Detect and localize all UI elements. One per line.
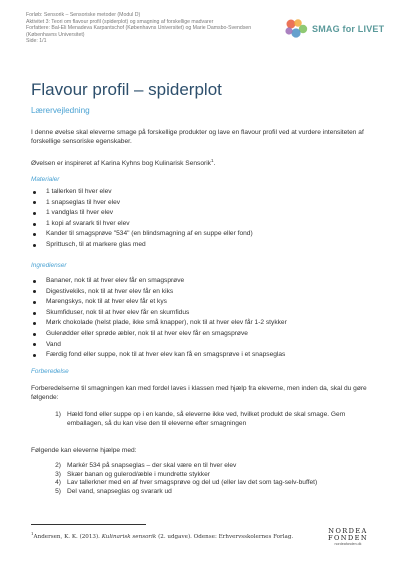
list-item: Færdig fond eller suppe, nok til at hver elev kan få en smagsprøve i et snapseglas: [31, 350, 376, 361]
ingredients-heading: Ingredienser: [31, 262, 67, 269]
nordea-fonden-logo: [318, 528, 378, 546]
sponsor-line-2: FONDEN: [327, 534, 369, 542]
sponsor-line-1: NORDEA: [328, 527, 368, 535]
list-item: 1 tallerken til hver elev: [31, 187, 376, 198]
preparation-heading: Forberedelse: [31, 368, 69, 375]
step-number: 2): [55, 462, 61, 469]
list-item: 1 kopi af svarark til hver elev: [31, 219, 376, 230]
step-item: [31, 411, 376, 428]
step-number: 3): [55, 470, 61, 478]
list-item: Skumfiduser, nok til at hver elev får en skumfidus: [31, 308, 376, 319]
page-subtitle: Lærervejledning: [31, 106, 90, 115]
footnote-divider: [31, 524, 146, 525]
helper-paragraph: Følgende kan eleverne hjælpe med:: [31, 447, 137, 454]
materials-list: [31, 187, 376, 251]
intro-paragraph: I denne øvelse skal eleverne smage på forskellige produkter og lave en flavour profil ved at vurdere intensiteten af forskellige sensoriske egenskaber.: [31, 129, 364, 145]
list-item: Mørk chokolade (helst plade, ikke små knapper), nok til at hver elev får 1-2 stykker: [31, 318, 376, 329]
header-meta-line: Forfattere: Bal-Eli Menadeva Karpantschof (Københavns Universitet) og Marie Damsbo-Svendsen (Københavns Universitet): [26, 25, 252, 38]
list-item: Vand: [31, 340, 376, 351]
inspiration-period: .: [213, 160, 216, 168]
step-item: [31, 479, 376, 488]
step-text: Lav tallerkner med en af hver smagsprøve og del ud (eller lav det som tag-selv-buffet): [67, 479, 318, 487]
footnote-ref: 1: [210, 158, 214, 163]
step-number: 5): [55, 487, 61, 495]
header-meta-line: Side: 1/1: [26, 38, 47, 45]
step-item: [31, 471, 376, 480]
step-number: 1): [55, 411, 61, 418]
footnote-text-start: Andersen, K. K. (2013).: [33, 533, 102, 540]
step-item: [31, 462, 376, 471]
list-item: Kander til smagsprøve "534" (en blindsmagning af en suppe eller fond): [31, 229, 376, 240]
logo-wordmark: SMAG for LIVET: [312, 24, 385, 34]
inspiration-text: Øvelsen er inspireret af Karina Kyhns bog Kulinarisk Sensorik: [31, 160, 211, 168]
footnote-book-title: Kulinarisk sensorik: [101, 533, 157, 540]
footnote-number: 1: [31, 531, 34, 536]
ingredients-list: [31, 276, 376, 361]
sponsor-url: nordeafonden.dk: [334, 542, 362, 546]
footnote: [31, 531, 331, 540]
list-item: 1 snapseglas til hver elev: [31, 198, 376, 209]
helper-steps: [31, 462, 376, 496]
header-meta-line: Aktivitet 3: Teori om flavour profil (spiderplot) og smagning af forskellige madvarer: [26, 18, 214, 25]
list-item: Gulerødder eller sprøde æbler, nok til at hver elev får en smagsprøve: [31, 329, 376, 340]
footnote-text-end: (2. udgave). Odense: Erhvervsskolernes Forlag.: [156, 533, 294, 540]
smag-for-livet-logo-icon: [283, 18, 309, 40]
list-item: 1 vandglas til hver elev: [31, 208, 376, 219]
list-item: Sprittusch, til at markere glas med: [31, 240, 376, 251]
inspiration-paragraph: [31, 156, 376, 168]
list-item: Bananer, nok til at hver elev får en smagsprøve: [31, 276, 376, 287]
materials-heading: Materialer: [31, 176, 60, 183]
step-text: Del vand, snapseglas og svarark ud: [67, 487, 172, 495]
list-item: Digestivekiks, nok til at hver elev får en kiks: [31, 287, 376, 298]
document-header-meta: [26, 12, 276, 45]
preparation-paragraph: Forberedelserne til smagningen kan med fordel laves i klassen med hjælp fra eleverne, men inden da, skal du gøre følgende:: [31, 385, 367, 401]
page-title: Flavour profil – spiderplot: [31, 80, 222, 99]
step-text: Hæld fond eller suppe op i en kande, så eleverne ikke ved, hvilket produkt de skal smage. Gem emballagen, så du kan vise den til eleverne efter smagningen: [67, 411, 346, 427]
header-meta-line: Forløb: Sensorik – Sensoriske metoder (Modul D): [26, 12, 141, 18]
preparation-steps: [31, 411, 376, 428]
step-number: 4): [55, 479, 61, 487]
smag-for-livet-logo: [283, 18, 393, 40]
list-item: Marengskys, nok til at hver elev får et kys: [31, 297, 376, 308]
step-text: Skær banan og gulerod/æble i mundrette stykker: [67, 470, 210, 478]
step-text: Markér 534 på snapseglas – der skal være en til hver elev: [67, 462, 237, 469]
step-item: [31, 488, 376, 497]
